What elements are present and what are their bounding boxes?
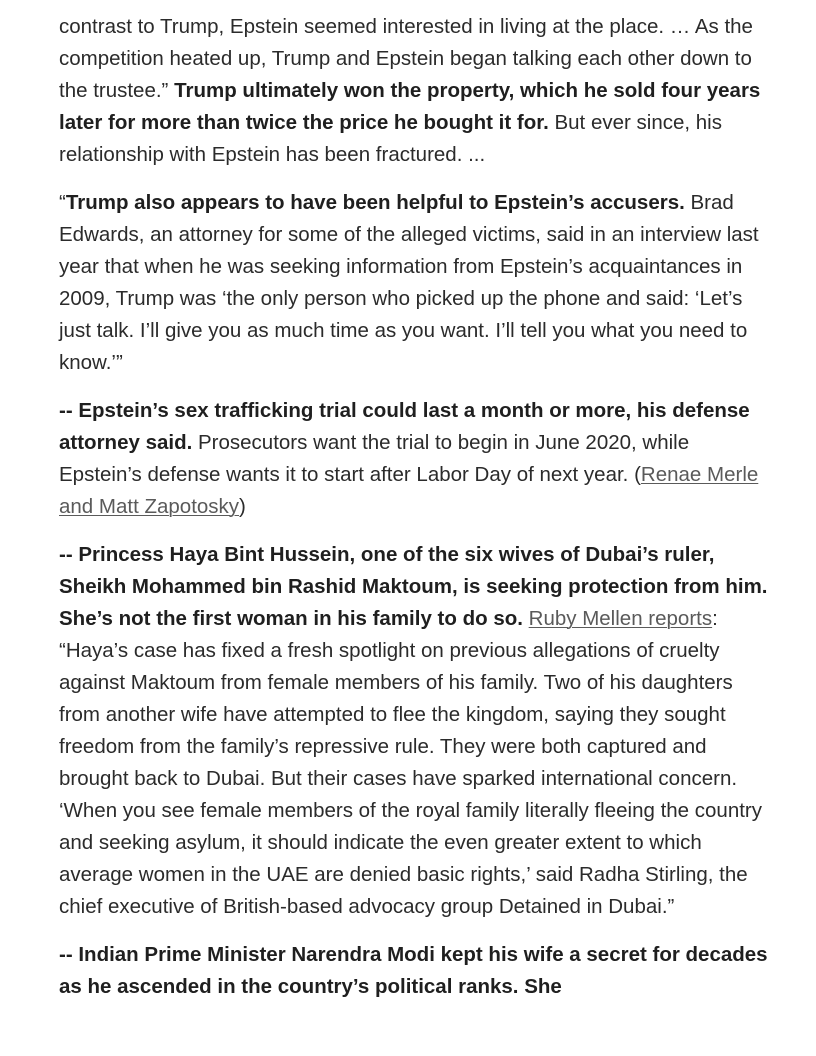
author-link[interactable]: Renae Merle and Matt Zapotosky — [59, 463, 759, 518]
paragraph-text: “ — [59, 191, 66, 214]
paragraph-bold-lead: -- Indian Prime Minister Narendra Modi kept his wife a secret for decades as he ascended in the country’s political ranks. She — [59, 943, 768, 998]
report-link[interactable]: Ruby Mellen reports — [528, 607, 713, 630]
paragraph-princess-haya — [59, 539, 771, 923]
paragraph-text: ) — [239, 495, 246, 518]
paragraph-text: Brad Edwards, an attorney for some of the alleged victims, said in an interview last year that when he was seeking information from Epstein’s acquaintances in 2009, Trump was ‘the only person who picked up the phone and said: ‘Let’s just talk. I’ll give you as much time as you want. I’ll tell you what you need to know.’” — [59, 191, 759, 374]
paragraph-accusers — [59, 187, 771, 379]
paragraph-bold-lead: Trump ultimately won the property, which he sold four years later for more than twice the price he bought it for. — [59, 79, 761, 134]
article-body — [59, 11, 771, 1019]
paragraph-text: : “Haya’s case has fixed a fresh spotlight on previous allegations of cruelty against Maktoum from female members of his family. Two of his daughters from another wife have attempted to flee the kingdom, saying they sought freedom from the family’s repressive rule. They were both captured and brought back to Dubai. But their cases have sparked international concern. ‘When you see female members of the royal family literally fleeing the country and seeking asylum, it should indicate the even greater extent to which average women in the UAE are denied basic rights,’ said Radha Stirling, the chief executive of British-based advocacy group Detained in Dubai.” — [59, 607, 763, 918]
paragraph-trial-length — [59, 395, 771, 523]
paragraph-text: Prosecutors want the trial to begin in June 2020, while Epstein’s defense wants it to start after Labor Day of next year. ( — [59, 431, 690, 486]
paragraph-bold-lead: -- Princess Haya Bint Hussein, one of the six wives of Dubai’s ruler, Sheikh Mohammed bin Rashid Maktoum, is seeking protection from him. She’s not the first woman in his family to do so. — [59, 543, 768, 630]
paragraph-text: contrast to Trump, Epstein seemed interested in living at the place. … As the competition heated up, Trump and Epstein began talking each other down to the trustee.” — [59, 15, 753, 102]
paragraph-modi — [59, 939, 771, 1003]
paragraph-bold-lead: -- Epstein’s sex trafficking trial could last a month or more, his defense attorney said. — [59, 399, 750, 454]
paragraph-property-dispute — [59, 11, 771, 171]
paragraph-bold-lead: Trump also appears to have been helpful to Epstein’s accusers. — [65, 191, 685, 214]
paragraph-text: But ever since, his relationship with Epstein has been fractured. ... — [59, 111, 722, 166]
